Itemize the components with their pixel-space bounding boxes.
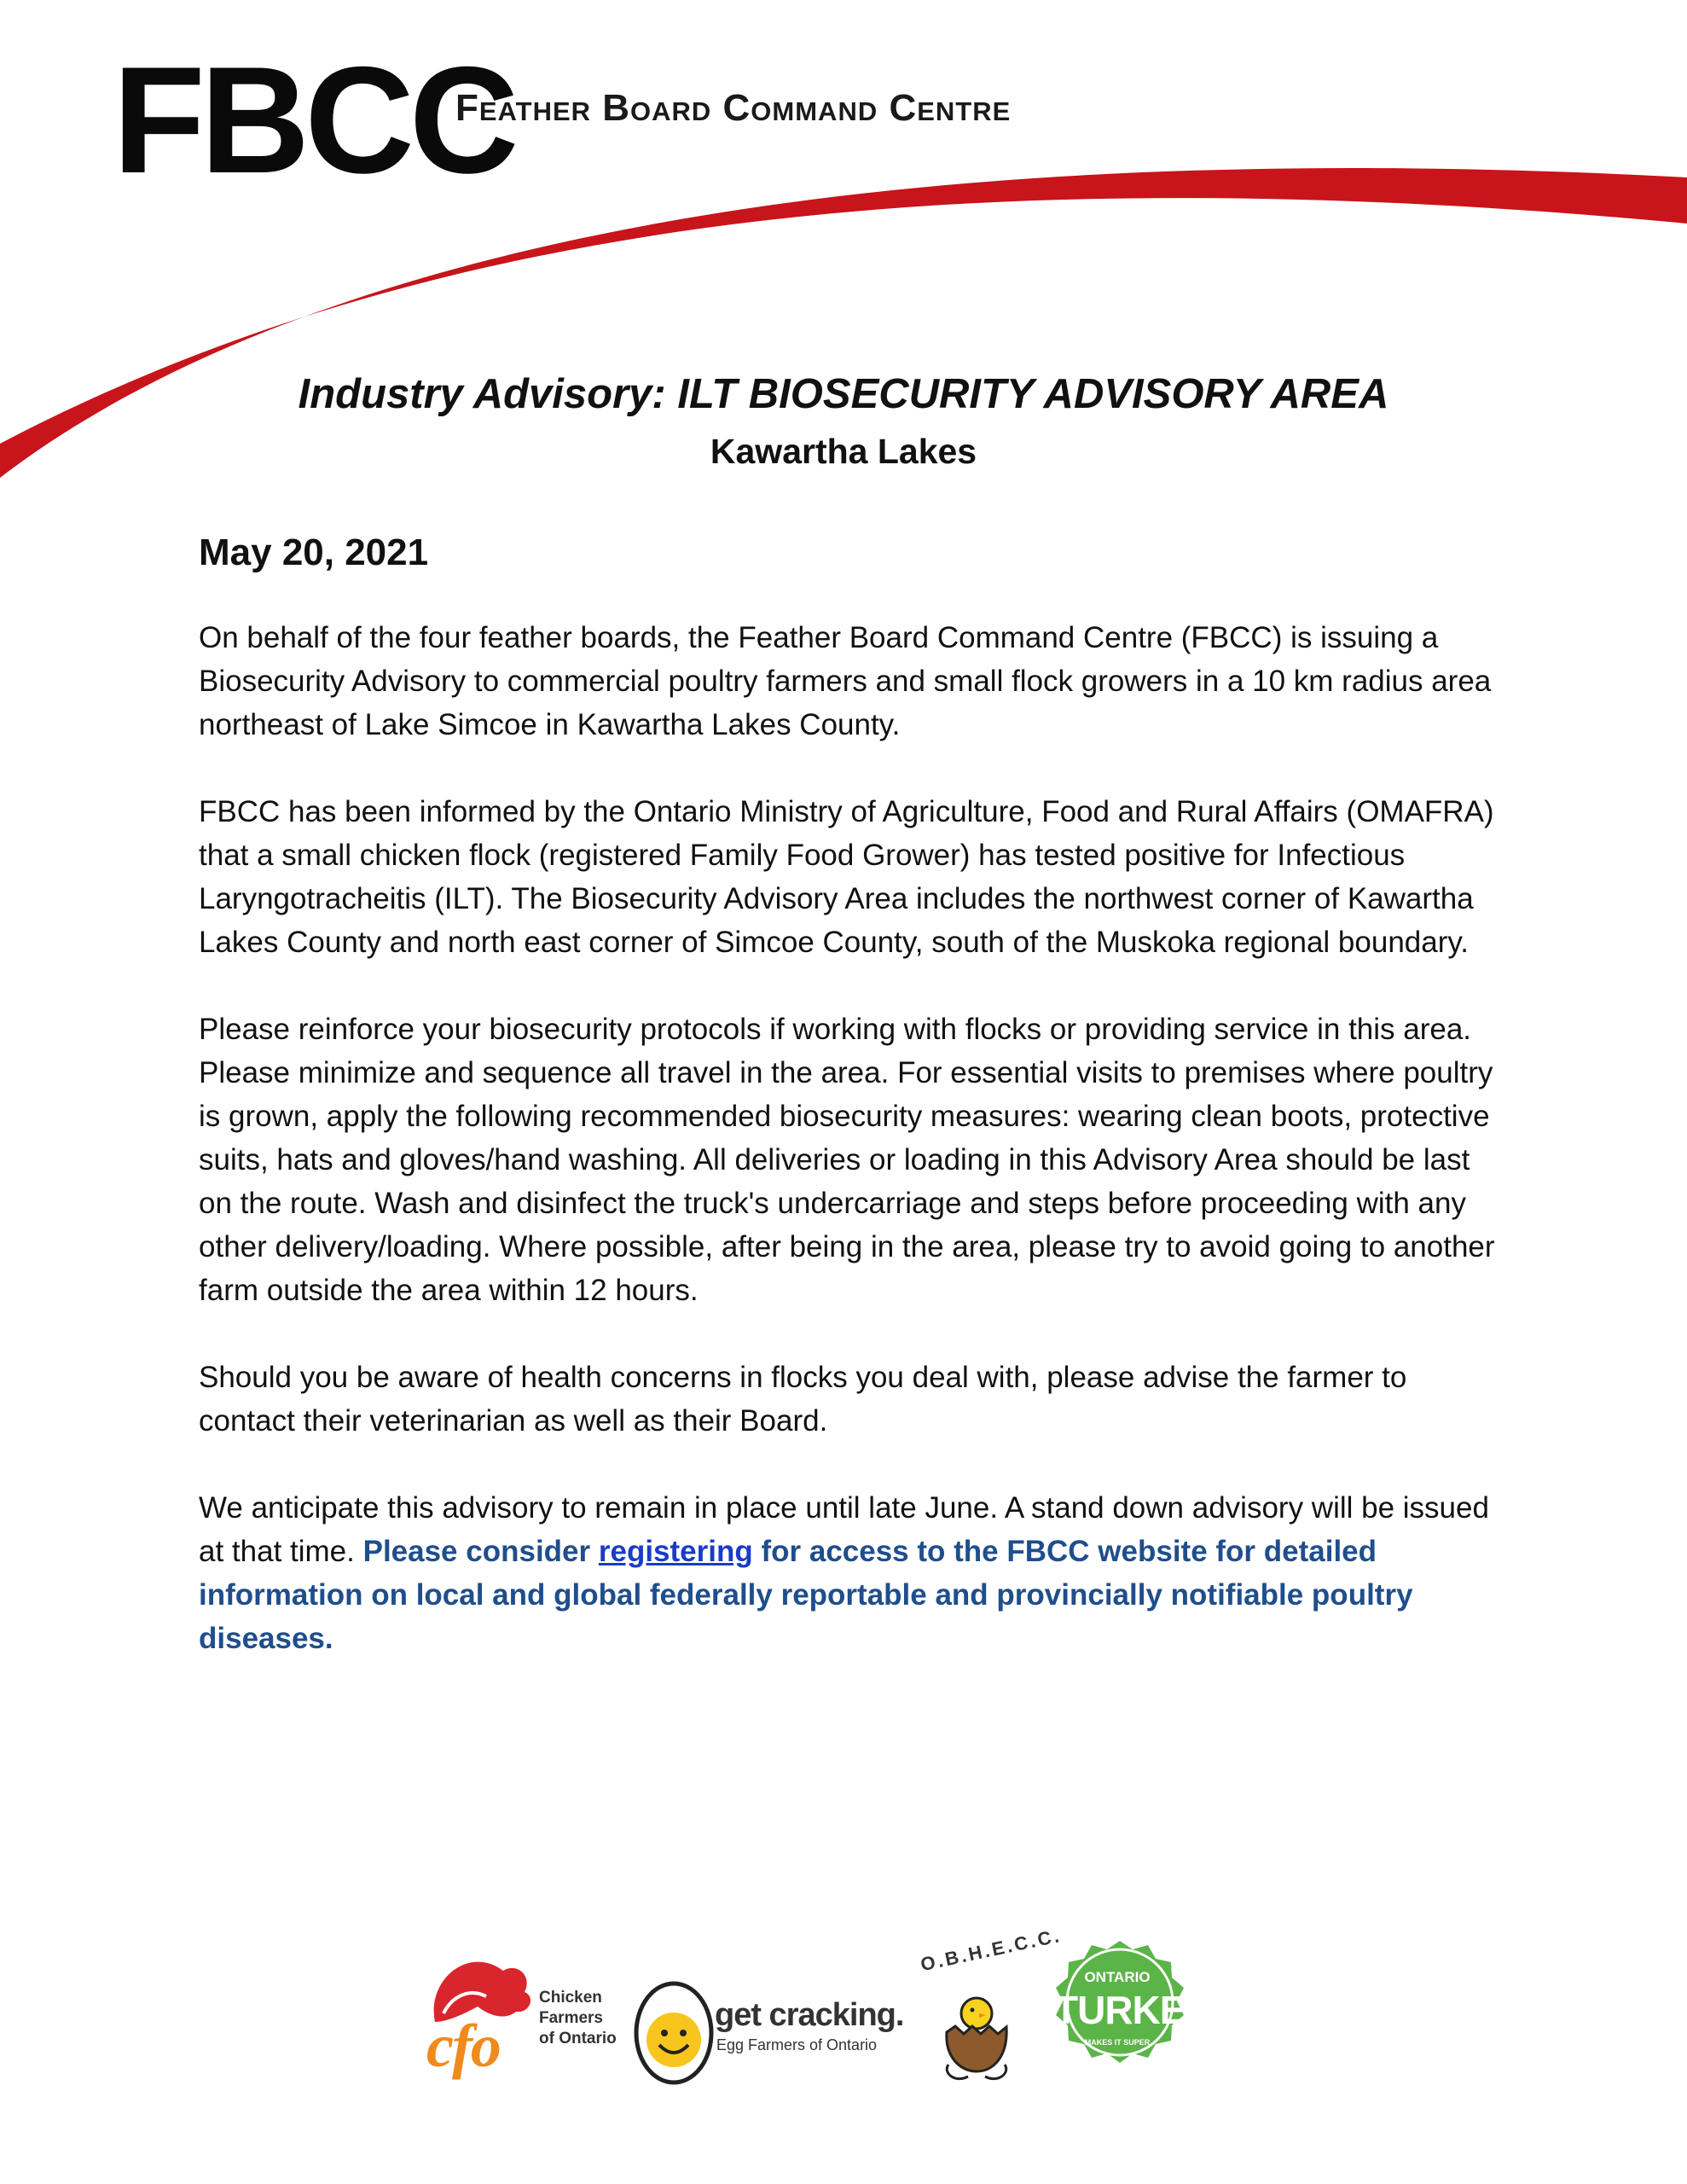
- get-cracking-title: get cracking.: [715, 1997, 904, 2033]
- cfo-name-line: of Ontario: [539, 2030, 617, 2048]
- org-name: Feather Board Command Centre: [455, 87, 1012, 129]
- get-cracking-subtitle: Egg Farmers of Ontario: [716, 2036, 878, 2053]
- cfo-wordmark: cfo: [426, 2012, 500, 2080]
- closing-highlight-start: Please consider: [362, 1535, 599, 1568]
- advisory-title: Industry Advisory: ILT BIOSECURITY ADVISORY AREA: [298, 371, 1389, 417]
- turkey-tagline: MAKES IT SUPER: [1084, 2038, 1151, 2047]
- turkey-main-text: TURKEY: [1054, 1988, 1211, 2032]
- cfo-name: [539, 1988, 617, 2049]
- cfo-name-line: Chicken: [539, 1989, 602, 2007]
- partner-logos: [418, 1924, 1271, 2099]
- paragraph-3: Please reinforce your biosecurity protocols if working with flocks or providing service in this area. Please minimize and sequence all travel in the area. For essential visits to premises where poultry is grown, apply the following recommended biosecurity measures: wearing clean boots, protective suits, hats and gloves/hand washing. All deliveries or loading in this Advisory Area should be last on the route. Wash and disinfect the truck's undercarriage and steps before proceeding with any other delivery/loading. Where possible, after being in the area, please try to avoid going to another farm outside the area within 12 hours.: [199, 1013, 1495, 1307]
- chick-in-egg-icon: [930, 1979, 1023, 2090]
- paragraph-2: FBCC has been informed by the Ontario Ministry of Agriculture, Food and Rural Affairs (OMAFRA) that a small chicken flock (registered Family Food Grower) has tested positive for Infectious Laryngotracheitis (ILT). The Biosecurity Advisory Area includes the northwest corner of Kawartha Lakes County and north east corner of Simcoe County, south of the Muskoka regional boundary.: [199, 795, 1494, 959]
- obhecc-wordmark: O.B.H.E.C.C.: [919, 1924, 1064, 1976]
- advisory-body: [199, 616, 1495, 1704]
- egg-smiley-icon: [631, 1975, 716, 2086]
- turkey-top-text: ONTARIO: [1084, 1969, 1151, 1985]
- fbcc-logo: FBCC: [113, 35, 514, 205]
- closing-plain: We anticipate this advisory to remain in place until late June. A stand down advisory will be issued at that time.: [199, 1491, 1489, 1568]
- advisory-subtitle: Kawartha Lakes: [710, 432, 977, 471]
- advisory-date: May 20, 2021: [199, 531, 429, 573]
- paragraph-1: On behalf of the four feather boards, the Feather Board Command Centre (FBCC) is issuing a Biosecurity Advisory to commercial poultry farmers and small flock growers in a 10 km radius area northeast of Lake Simcoe in Kawartha Lakes County.: [199, 621, 1492, 741]
- closing-highlight-end: for access to the FBCC website for detailed information on local and global federally reportable and provincially notifiable poultry diseases.: [199, 1535, 1413, 1655]
- registering-link[interactable]: registering: [598, 1535, 753, 1568]
- cfo-name-line: Farmers: [539, 2009, 603, 2027]
- paragraph-4: Should you be aware of health concerns in flocks you deal with, please advise the farmer to contact their veterinarian as well as their Board.: [199, 1361, 1407, 1438]
- paragraph-closing: [199, 1486, 1495, 1660]
